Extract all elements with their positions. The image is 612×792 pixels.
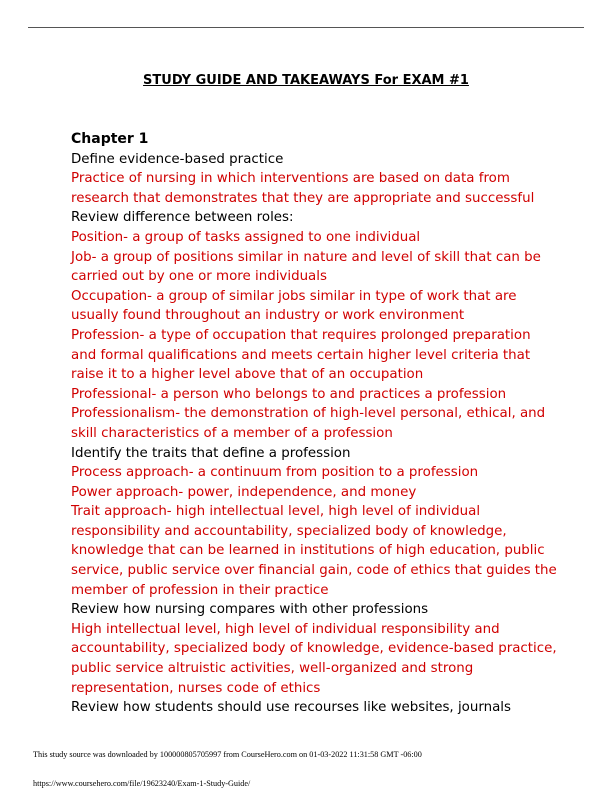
download-notice: This study source was downloaded by 100000805705997 from CourseHero.com on 01-03-2022 11:31:58 GMT -06:00 <box>33 750 422 759</box>
prompt-line: Review how nursing compares with other professions <box>71 602 429 618</box>
answer-line: Profession- a type of occupation that requires prolonged preparation <box>71 327 531 343</box>
answer-line: accountability, specialized body of knowledge, evidence-based practice, <box>71 641 557 657</box>
answer-line: member of profession in their practice <box>71 582 329 598</box>
source-url: https://www.coursehero.com/file/19623240/Exam-1-Study-Guide/ <box>33 779 251 788</box>
answer-line: Process approach- a continuum from position to a profession <box>71 465 479 481</box>
answer-line: skill characteristics of a member of a profession <box>71 425 393 441</box>
answer-line: Job- a group of positions similar in nature and level of skill that can be <box>71 249 541 265</box>
document-title: STUDY GUIDE AND TAKEAWAYS For EXAM #1 <box>143 73 469 88</box>
answer-line: and formal qualifications and meets certain higher level criteria that <box>71 347 531 363</box>
answer-line: Trait approach- high intellectual level, high level of individual <box>71 504 481 520</box>
top-divider <box>28 27 584 28</box>
prompt-line: Define evidence-based practice <box>71 151 284 167</box>
answer-line: Practice of nursing in which interventions are based on data from <box>71 171 510 187</box>
answer-line: knowledge that can be learned in institutions of high education, public <box>71 543 545 559</box>
answer-line: research that demonstrates that they are appropriate and successful <box>71 190 535 206</box>
answer-line: High intellectual level, high level of individual responsibility and <box>71 621 500 637</box>
answer-line: raise it to a higher level above that of an occupation <box>71 367 424 383</box>
answer-line: responsibility and accountability, specialized body of knowledge, <box>71 523 507 539</box>
prompt-line: Review how students should use recourses like websites, journals <box>71 700 512 716</box>
answer-line: Power approach- power, independence, and money <box>71 484 417 500</box>
answer-line: usually found throughout an industry or work environment <box>71 308 465 324</box>
answer-line: Professional- a person who belongs to and practices a profession <box>71 386 507 402</box>
answer-line: representation, nurses code of ethics <box>71 680 321 696</box>
answer-line: Professionalism- the demonstration of high-level personal, ethical, and <box>71 406 546 422</box>
answer-line: public service altruistic activities, well-organized and strong <box>71 661 474 677</box>
study-guide-body <box>71 130 557 718</box>
chapter-heading: Chapter 1 <box>71 131 149 147</box>
prompt-line: Identify the traits that define a profession <box>71 445 351 461</box>
answer-line: service, public service over financial gain, code of ethics that guides the <box>71 563 557 579</box>
answer-line: Position- a group of tasks assigned to one individual <box>71 229 421 245</box>
answer-line: Occupation- a group of similar jobs similar in type of work that are <box>71 288 517 304</box>
prompt-line: Review difference between roles: <box>71 210 294 226</box>
answer-line: carried out by one or more individuals <box>71 269 327 285</box>
